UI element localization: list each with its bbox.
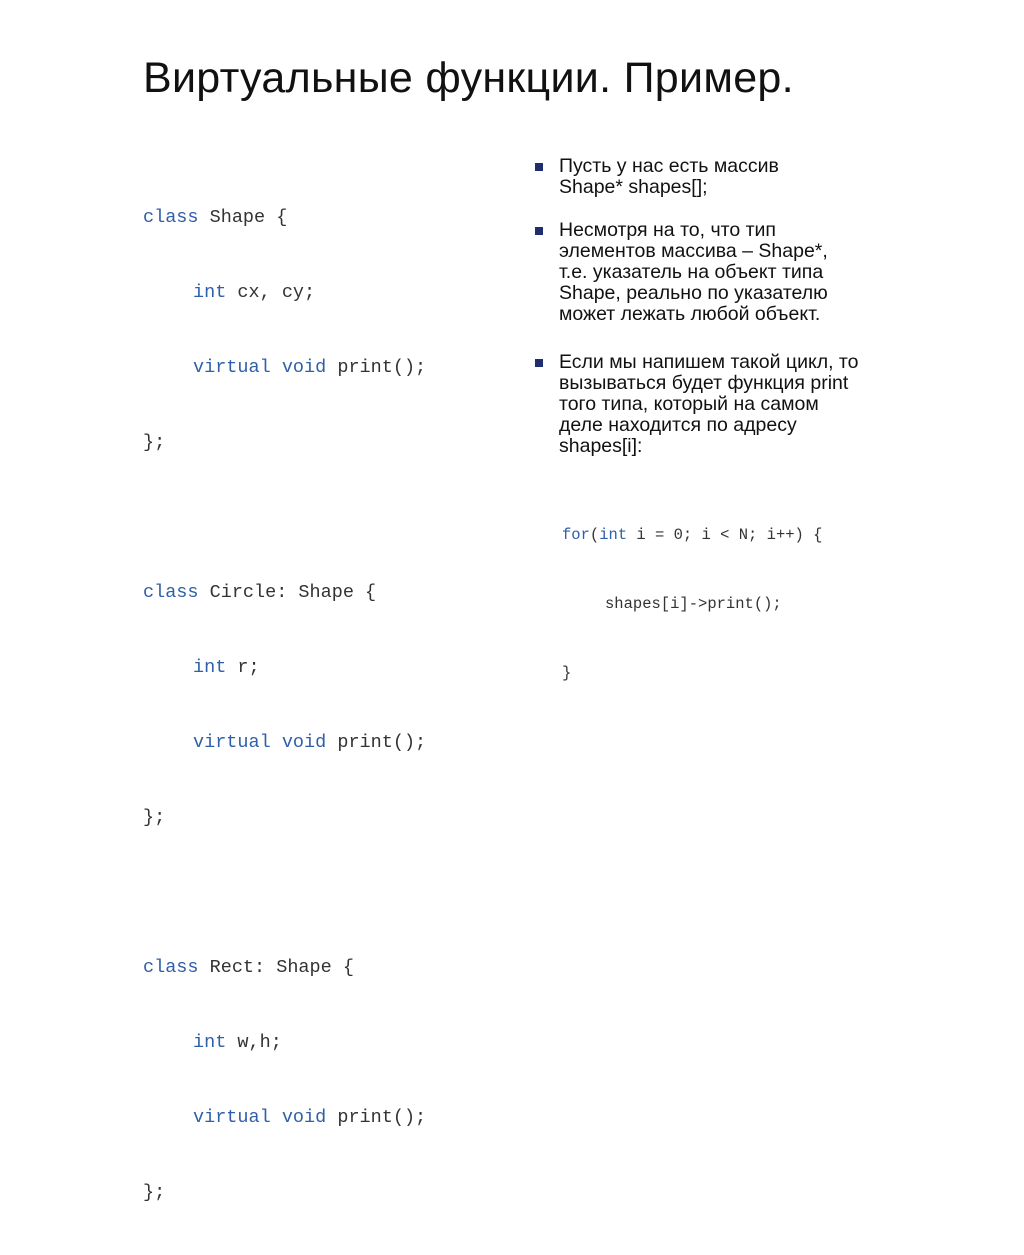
code-line bbox=[143, 1180, 426, 1205]
bullet-text: может лежать любой объект. bbox=[559, 303, 821, 325]
code-text: Rect: Shape { bbox=[198, 957, 354, 978]
code-keyword: int bbox=[599, 526, 628, 544]
code-keyword: class bbox=[143, 207, 199, 228]
code-keyword: int bbox=[193, 1032, 227, 1053]
code-text: print(); bbox=[326, 357, 427, 378]
code-text: r; bbox=[226, 657, 260, 678]
code-text: i = 0; i < N; i++) { bbox=[627, 526, 823, 544]
code-text: Shape { bbox=[198, 207, 288, 228]
code-line bbox=[143, 355, 426, 380]
code-line bbox=[143, 730, 426, 755]
code-line bbox=[143, 655, 426, 680]
code-line bbox=[143, 280, 426, 305]
code-text: ( bbox=[589, 526, 600, 544]
loop-code-block bbox=[562, 478, 822, 731]
code-text: print(); bbox=[326, 732, 427, 753]
bullet-text: т.е. указатель на объект типа bbox=[559, 261, 824, 283]
code-line bbox=[562, 662, 822, 685]
code-keyword: virtual void bbox=[193, 357, 327, 378]
code-line bbox=[143, 580, 426, 605]
code-text: Circle: Shape { bbox=[198, 582, 377, 603]
square-bullet-icon bbox=[535, 227, 543, 235]
bullet-text: того типа, который на самом bbox=[559, 393, 819, 415]
code-text: shapes[i]->print(); bbox=[605, 595, 782, 613]
code-keyword: int bbox=[193, 657, 227, 678]
bullet-text: shapes[i]: bbox=[559, 435, 643, 457]
bullet-text: деле находится по адресу bbox=[559, 414, 797, 436]
code-gap bbox=[143, 505, 426, 530]
code-keyword: virtual void bbox=[193, 732, 327, 753]
code-line bbox=[143, 955, 426, 980]
bullet-text: Несмотря на то, что тип bbox=[559, 219, 776, 241]
code-line bbox=[143, 1030, 426, 1055]
bullet-text: вызываться будет функция print bbox=[559, 372, 849, 394]
code-text: }; bbox=[143, 1182, 166, 1203]
code-text: w,h; bbox=[226, 1032, 282, 1053]
code-line bbox=[562, 593, 822, 616]
code-keyword: class bbox=[143, 582, 199, 603]
code-text: print(); bbox=[326, 1107, 427, 1128]
bullet-item bbox=[533, 352, 903, 457]
code-text: }; bbox=[143, 432, 166, 453]
square-bullet-icon bbox=[535, 359, 543, 367]
bullet-text: элементов массива – Shape*, bbox=[559, 240, 828, 262]
bullet-text: Пусть у нас есть массив bbox=[559, 155, 779, 177]
code-line bbox=[143, 1105, 426, 1130]
slide-title: Виртуальные функции. Пример. bbox=[143, 54, 794, 102]
code-keyword: for bbox=[562, 526, 590, 544]
square-bullet-icon bbox=[535, 163, 543, 171]
code-text: cx, cy; bbox=[226, 282, 316, 303]
bullet-item bbox=[533, 156, 903, 198]
code-line bbox=[143, 805, 426, 830]
code-text: } bbox=[562, 664, 572, 682]
bullet-list bbox=[533, 156, 903, 457]
code-gap bbox=[143, 880, 426, 905]
bullet-item bbox=[533, 220, 903, 325]
bullet-text: Shape* shapes[]; bbox=[559, 176, 708, 198]
class-code-block bbox=[143, 155, 426, 1255]
code-keyword: int bbox=[193, 282, 227, 303]
bullet-text: Если мы напишем такой цикл, то bbox=[559, 351, 859, 373]
code-keyword: class bbox=[143, 957, 199, 978]
bullet-text: Shape, реально по указателю bbox=[559, 282, 828, 304]
code-line bbox=[562, 524, 822, 547]
code-line bbox=[143, 430, 426, 455]
code-keyword: virtual void bbox=[193, 1107, 327, 1128]
code-line bbox=[143, 205, 426, 230]
code-text: }; bbox=[143, 807, 166, 828]
